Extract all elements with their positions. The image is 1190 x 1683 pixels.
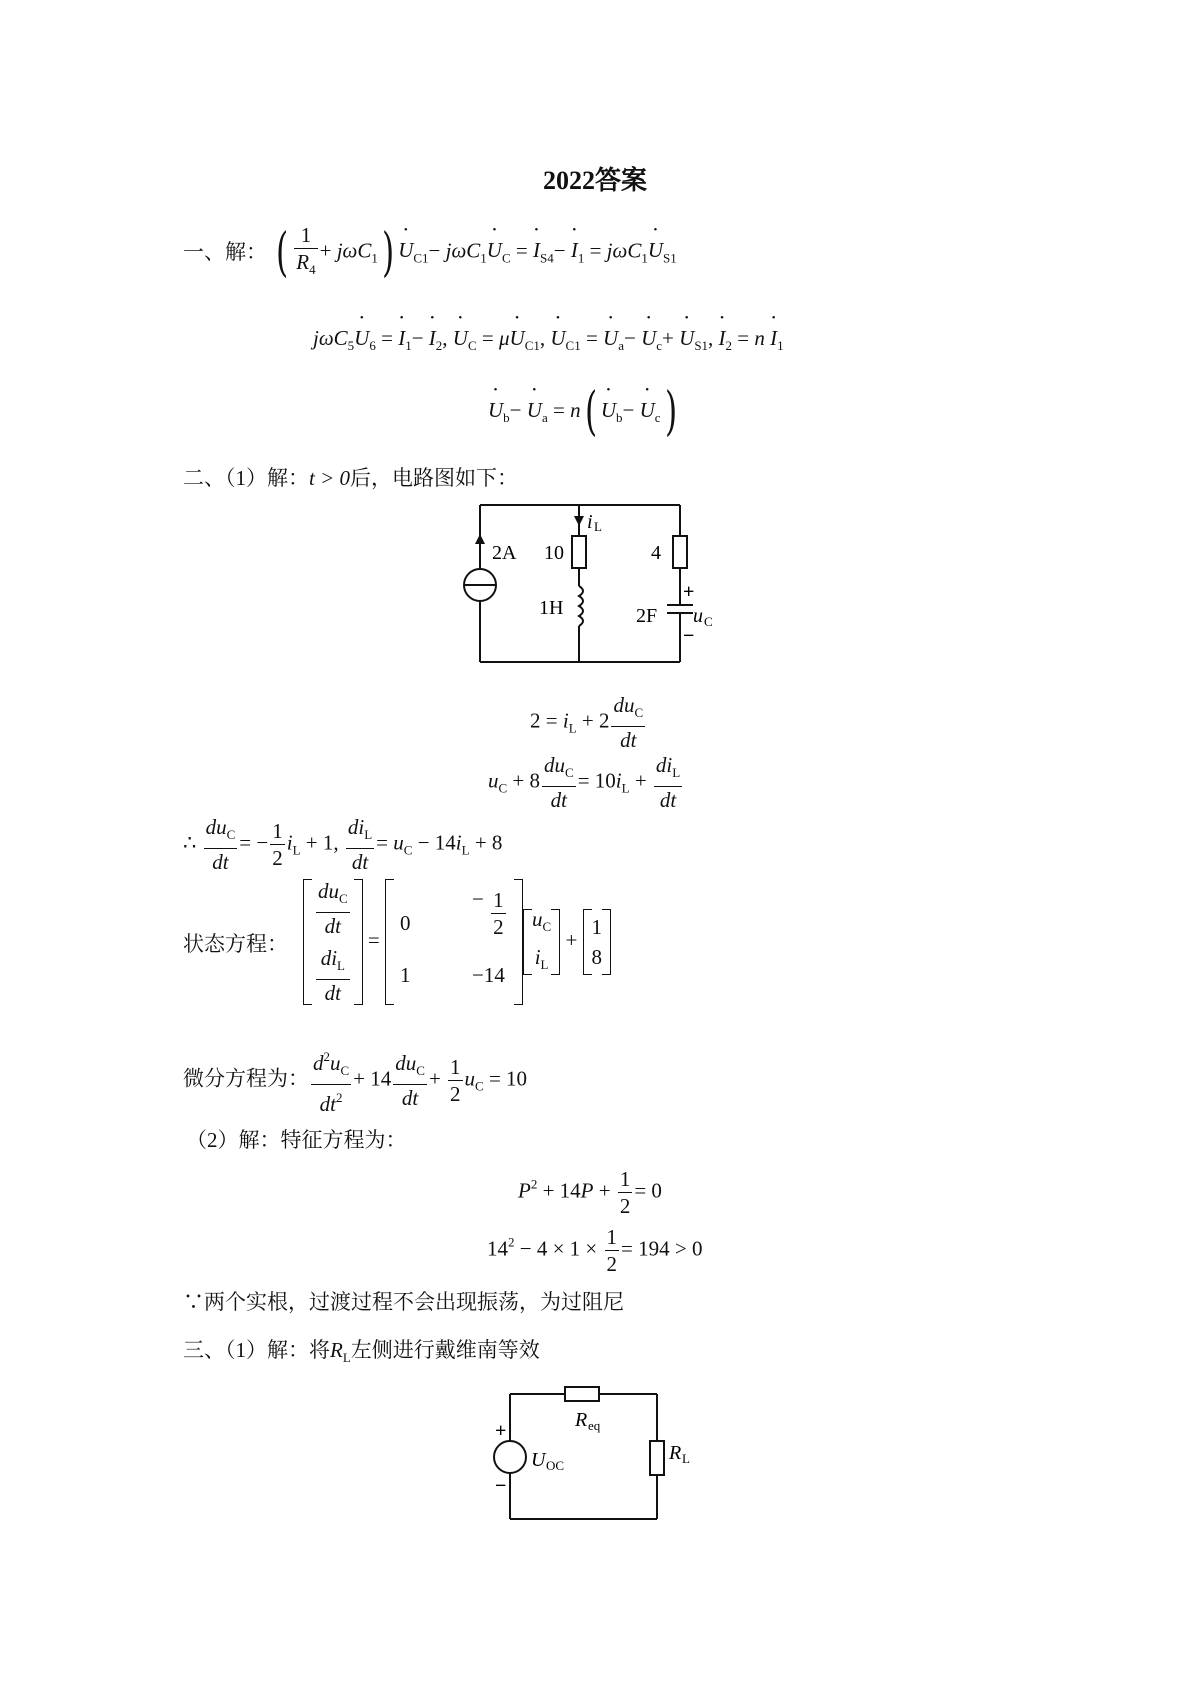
il-arrow-icon xyxy=(574,516,584,526)
label-minus: − xyxy=(683,625,695,647)
q2-label: 二、（1）解： xyxy=(183,466,309,490)
label-2f: 2F xyxy=(636,605,658,627)
q3-tail: 左侧进行戴维南等效 xyxy=(350,1338,540,1362)
therefore-symbol: ∴ xyxy=(183,830,197,855)
label-2a: 2A xyxy=(492,542,517,564)
q2-intro xyxy=(183,462,518,492)
label-rl-sub: L xyxy=(682,1451,690,1466)
label-r10: 10 xyxy=(544,542,564,564)
label-req-sub: eq xyxy=(588,1418,601,1433)
q2-part2-label: （2）解：特征方程为： xyxy=(186,1128,407,1152)
q1-equation-3: • $U_b-$ • $U_a$ = n(• $U_b-$ • $U_c$) xyxy=(488,386,681,438)
voltage-source-icon xyxy=(494,1441,526,1473)
diff-eq-label: 微分方程为： xyxy=(183,1066,309,1091)
label-uoc-sub: OC xyxy=(546,1458,565,1473)
q3-intro xyxy=(183,1334,540,1366)
label-uc-sub: C xyxy=(704,614,713,629)
label-plus-2: + xyxy=(495,1420,507,1442)
q2-kvl-equation: $u_C + 8$ $\frac{du_C}{dt}$ = $10i_L$ + $\frac{di_L}{dt}$ xyxy=(488,753,681,812)
label-minus-2: − xyxy=(495,1475,507,1497)
label-r4: 4 xyxy=(651,542,661,564)
q2-condition: t > 0 xyxy=(309,466,351,490)
label-il-sub: L xyxy=(594,519,602,534)
q1-equation-1: ( $\frac{1}{R_4}$ + jωC$_1$)• $U_{C1}-$ jωC$_1$• $U_C$ = • $I_{S4}-$ • $I_1$ = jωC$_1$• $U_{S1}$ xyxy=(272,222,677,283)
q2-intro-tail: 后，电路图如下： xyxy=(350,466,519,490)
q1-frac-den-sub: 4 xyxy=(309,262,316,277)
label-1h: 1H xyxy=(539,597,564,619)
q2-kcl-equation: $2 = i_L + 2$ $\frac{du_C}{dt}$ xyxy=(530,693,644,752)
discriminant: $14^2 - 4 \times 1$ × $\frac{1}{2}$ = 194 > 0 xyxy=(487,1225,703,1276)
label-req: R xyxy=(575,1409,588,1431)
q2-derivatives: ∴ $\frac{du_C}{dt}$ = − $\frac{1}{2}$ $i_L + 1$, $\frac{di_L}{dt}$ = $u_C - 14i_L + 8$ xyxy=(183,815,503,874)
label-uc: u xyxy=(693,605,703,627)
source-arrow-icon xyxy=(475,534,485,544)
label-plus: + xyxy=(683,581,695,603)
label-rl: R xyxy=(669,1442,682,1464)
label-uoc: U xyxy=(531,1449,546,1471)
q1-label: 一、解： xyxy=(183,240,267,264)
q3-rl: R xyxy=(330,1338,343,1362)
characteristic-equation: $P^2 + 14P$ + $\frac{1}{2}$ = 0 xyxy=(518,1167,662,1218)
q2-circuit-diagram xyxy=(455,500,715,675)
differential-equation: 微分方程为： $\frac{d^2u_C}{dt^2}$ + 14 $\frac{du_C}{dt}$ + $\frac{1}{2}$ $u_C = 10$ xyxy=(183,1044,527,1117)
state-equation: $du_C$ dt $di_L$ dt = 0 − $\frac{1}{2}$ 1 −14 $u_C$ $i_L + 1$ 8 xyxy=(303,878,611,1006)
q1-frac-den: R xyxy=(296,250,310,274)
state-eq-label: 状态方程： xyxy=(183,932,288,956)
page-title: 2022答案 xyxy=(542,166,647,195)
q3-label: 三、（1）解：将 xyxy=(183,1338,330,1362)
q1-equation-2: jωC$_5$• $U_6$ = • $I_1-$ • $I_2$, • $U_C$ = μ• $U_{C1}$, • $U_{C1}$ = • $U_a-$ • $U_c+$ • $U_{S1}$, • $I_2 = n$ • $I_1$ xyxy=(313,326,784,354)
q3-rl-sub: L xyxy=(342,1350,351,1365)
q2-conclusion: ∵两个实根，过渡过程不会出现振荡，为过阻尼 xyxy=(183,1290,624,1314)
label-il: i xyxy=(587,511,593,533)
q3-thevenin-diagram xyxy=(485,1384,715,1524)
q1-frac-num: 1 xyxy=(294,222,317,249)
